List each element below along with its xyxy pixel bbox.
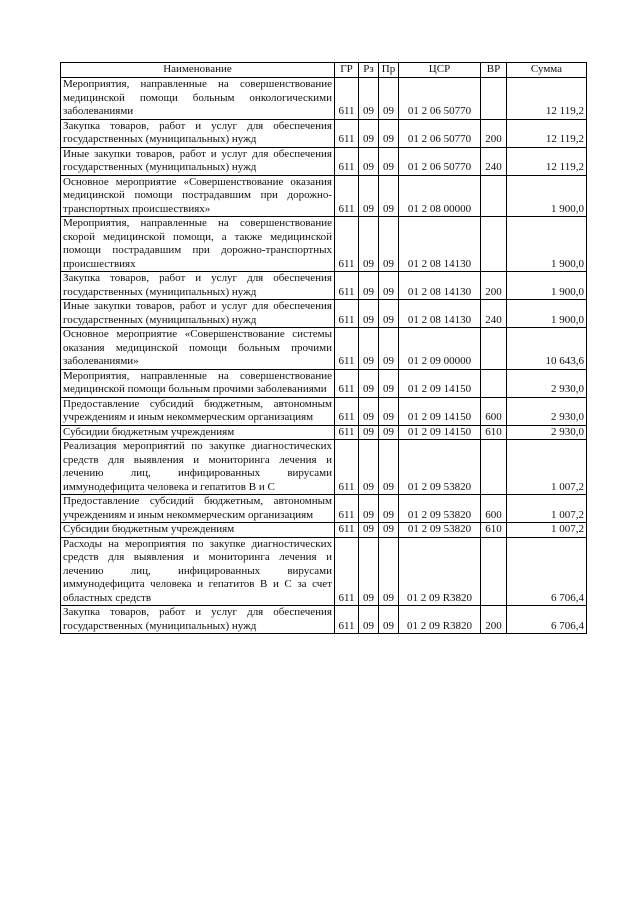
cell-pr: 09 [379, 328, 399, 370]
cell-rz: 09 [359, 425, 379, 440]
column-header-gr: ГР [335, 63, 359, 78]
cell-pr: 09 [379, 147, 399, 175]
cell-sum: 2 930,0 [507, 369, 587, 397]
budget-table [60, 62, 587, 634]
cell-gr: 611 [335, 606, 359, 634]
table-row [61, 175, 587, 217]
table-row [61, 272, 587, 300]
cell-name: Мероприятия, направленные на совершенствование медицинской помощи больным прочими заболеваниями [61, 369, 335, 397]
cell-rz: 09 [359, 369, 379, 397]
cell-rz: 09 [359, 300, 379, 328]
cell-pr: 09 [379, 369, 399, 397]
cell-gr: 611 [335, 537, 359, 606]
table-row [61, 369, 587, 397]
cell-rz: 09 [359, 537, 379, 606]
cell-vr [481, 175, 507, 217]
cell-vr [481, 78, 507, 120]
cell-sum: 1 900,0 [507, 175, 587, 217]
cell-sum: 6 706,4 [507, 537, 587, 606]
cell-csr: 01 2 09 14150 [399, 425, 481, 440]
table-row [61, 397, 587, 425]
cell-gr: 611 [335, 272, 359, 300]
table-row [61, 495, 587, 523]
cell-name: Основное мероприятие «Совершенствование системы оказания медицинской помощи больным прочими заболеваниями» [61, 328, 335, 370]
cell-csr: 01 2 09 53820 [399, 495, 481, 523]
cell-csr: 01 2 06 50770 [399, 147, 481, 175]
table-row [61, 119, 587, 147]
column-header-vr: ВР [481, 63, 507, 78]
cell-name: Иные закупки товаров, работ и услуг для обеспечения государственных (муниципальных) нужд [61, 300, 335, 328]
cell-pr: 09 [379, 495, 399, 523]
cell-gr: 611 [335, 328, 359, 370]
cell-sum: 1 900,0 [507, 300, 587, 328]
cell-gr: 611 [335, 175, 359, 217]
cell-vr: 200 [481, 119, 507, 147]
cell-rz: 09 [359, 440, 379, 495]
cell-csr: 01 2 08 00000 [399, 175, 481, 217]
cell-rz: 09 [359, 523, 379, 538]
cell-sum: 2 930,0 [507, 425, 587, 440]
table-row [61, 440, 587, 495]
table-row [61, 78, 587, 120]
cell-csr: 01 2 06 50770 [399, 78, 481, 120]
cell-pr: 09 [379, 397, 399, 425]
cell-rz: 09 [359, 175, 379, 217]
cell-csr: 01 2 08 14130 [399, 300, 481, 328]
cell-pr: 09 [379, 300, 399, 328]
cell-rz: 09 [359, 606, 379, 634]
cell-pr: 09 [379, 425, 399, 440]
cell-csr: 01 2 09 R3820 [399, 606, 481, 634]
cell-name: Мероприятия, направленные на совершенствование медицинской помощи больным онкологическими заболеваниями [61, 78, 335, 120]
cell-vr: 600 [481, 495, 507, 523]
cell-name: Закупка товаров, работ и услуг для обеспечения государственных (муниципальных) нужд [61, 272, 335, 300]
cell-vr: 240 [481, 300, 507, 328]
column-header-rz: Рз [359, 63, 379, 78]
cell-name: Основное мероприятие «Совершенствование оказания медицинской помощи пострадавшим при дорожно-транспортных происшествиях» [61, 175, 335, 217]
column-header-csr: ЦСР [399, 63, 481, 78]
cell-csr: 01 2 09 R3820 [399, 537, 481, 606]
cell-sum: 1 007,2 [507, 495, 587, 523]
cell-csr: 01 2 09 53820 [399, 523, 481, 538]
cell-csr: 01 2 09 00000 [399, 328, 481, 370]
cell-gr: 611 [335, 147, 359, 175]
cell-vr: 610 [481, 523, 507, 538]
cell-gr: 611 [335, 425, 359, 440]
cell-gr: 611 [335, 440, 359, 495]
cell-pr: 09 [379, 119, 399, 147]
document-page [60, 62, 586, 634]
cell-csr: 01 2 08 14130 [399, 272, 481, 300]
cell-csr: 01 2 09 14150 [399, 369, 481, 397]
table-row [61, 523, 587, 538]
cell-vr [481, 440, 507, 495]
cell-vr: 200 [481, 272, 507, 300]
table-row [61, 606, 587, 634]
cell-sum: 1 007,2 [507, 440, 587, 495]
cell-sum: 12 119,2 [507, 78, 587, 120]
cell-csr: 01 2 09 14150 [399, 397, 481, 425]
table-row [61, 217, 587, 272]
cell-rz: 09 [359, 147, 379, 175]
cell-name: Иные закупки товаров, работ и услуг для обеспечения государственных (муниципальных) нужд [61, 147, 335, 175]
cell-name: Закупка товаров, работ и услуг для обеспечения государственных (муниципальных) нужд [61, 119, 335, 147]
cell-gr: 611 [335, 217, 359, 272]
cell-vr: 200 [481, 606, 507, 634]
cell-rz: 09 [359, 397, 379, 425]
cell-name: Расходы на мероприятия по закупке диагностических средств для выявления и мониторинга лечения и лечению лиц, инфицированных вирусами иммунодефицита человека и гепатитов В и С за счет областных средств [61, 537, 335, 606]
cell-rz: 09 [359, 495, 379, 523]
cell-gr: 611 [335, 119, 359, 147]
cell-vr [481, 537, 507, 606]
cell-gr: 611 [335, 300, 359, 328]
cell-sum: 1 900,0 [507, 272, 587, 300]
cell-sum: 1 007,2 [507, 523, 587, 538]
cell-rz: 09 [359, 272, 379, 300]
table-row [61, 425, 587, 440]
cell-rz: 09 [359, 217, 379, 272]
table-row [61, 328, 587, 370]
cell-sum: 6 706,4 [507, 606, 587, 634]
cell-pr: 09 [379, 440, 399, 495]
cell-name: Предоставление субсидий бюджетным, автономным учреждениям и иным некоммерческим организациям [61, 495, 335, 523]
column-header-name: Наименование [61, 63, 335, 78]
table-header-row [61, 63, 587, 78]
cell-name: Реализация мероприятий по закупке диагностических средств для выявления и мониторинга лечения и лечению лиц, инфицированных вирусами иммунодефицита человека и гепатитов В и С [61, 440, 335, 495]
cell-name: Субсидии бюджетным учреждениям [61, 425, 335, 440]
cell-name: Мероприятия, направленные на совершенствование скорой медицинской помощи, а также медицинской помощи пострадавшим при дорожно-транспортных происшествиях [61, 217, 335, 272]
cell-gr: 611 [335, 78, 359, 120]
cell-name: Субсидии бюджетным учреждениям [61, 523, 335, 538]
cell-gr: 611 [335, 397, 359, 425]
table-row [61, 147, 587, 175]
table-body [61, 78, 587, 634]
cell-pr: 09 [379, 175, 399, 217]
cell-pr: 09 [379, 272, 399, 300]
table-row [61, 537, 587, 606]
cell-vr [481, 217, 507, 272]
cell-csr: 01 2 09 53820 [399, 440, 481, 495]
cell-csr: 01 2 06 50770 [399, 119, 481, 147]
cell-name: Предоставление субсидий бюджетным, автономным учреждениям и иным некоммерческим организациям [61, 397, 335, 425]
table-row [61, 300, 587, 328]
column-header-pr: Пр [379, 63, 399, 78]
cell-pr: 09 [379, 217, 399, 272]
cell-sum: 1 900,0 [507, 217, 587, 272]
cell-sum: 12 119,2 [507, 147, 587, 175]
cell-sum: 12 119,2 [507, 119, 587, 147]
cell-pr: 09 [379, 537, 399, 606]
cell-gr: 611 [335, 369, 359, 397]
cell-pr: 09 [379, 606, 399, 634]
cell-csr: 01 2 08 14130 [399, 217, 481, 272]
cell-vr [481, 328, 507, 370]
cell-vr: 600 [481, 397, 507, 425]
cell-sum: 10 643,6 [507, 328, 587, 370]
cell-rz: 09 [359, 78, 379, 120]
cell-vr [481, 369, 507, 397]
cell-gr: 611 [335, 523, 359, 538]
cell-rz: 09 [359, 119, 379, 147]
cell-pr: 09 [379, 523, 399, 538]
column-header-sum: Сумма [507, 63, 587, 78]
cell-name: Закупка товаров, работ и услуг для обеспечения государственных (муниципальных) нужд [61, 606, 335, 634]
cell-gr: 611 [335, 495, 359, 523]
cell-vr: 240 [481, 147, 507, 175]
cell-sum: 2 930,0 [507, 397, 587, 425]
cell-vr: 610 [481, 425, 507, 440]
cell-rz: 09 [359, 328, 379, 370]
cell-pr: 09 [379, 78, 399, 120]
